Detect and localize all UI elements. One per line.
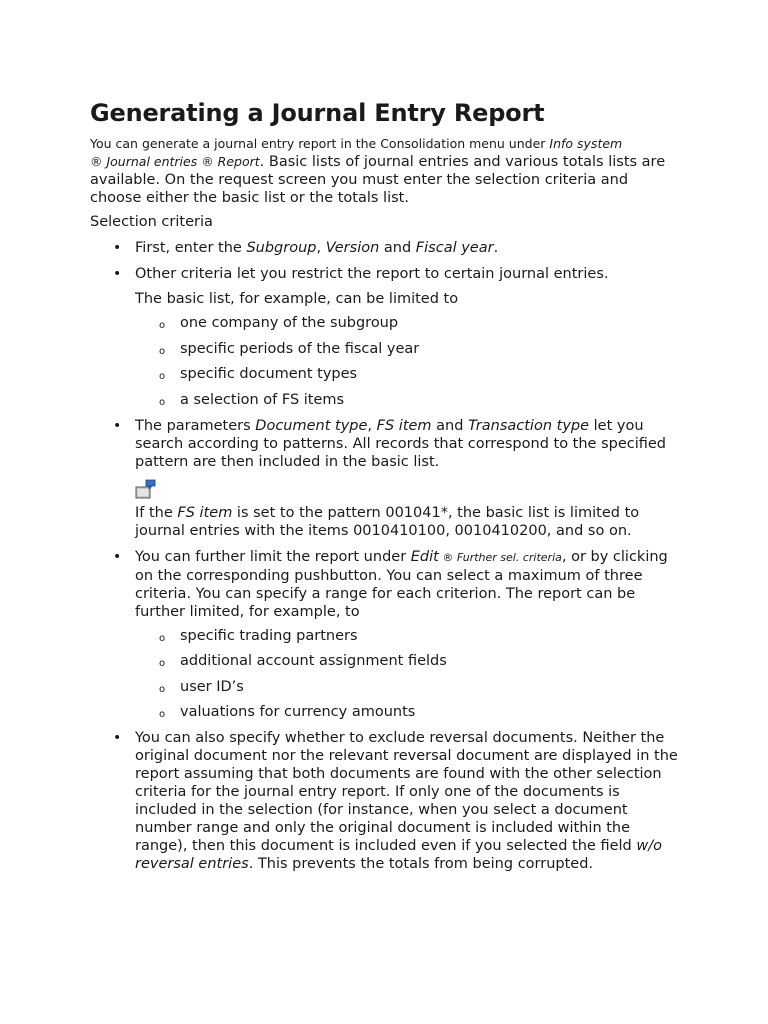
sub-list-item bbox=[135, 678, 680, 696]
bullet-marker: • bbox=[113, 266, 122, 282]
sub-bullet-marker: o bbox=[159, 683, 166, 695]
bullet-marker: • bbox=[113, 548, 122, 565]
text: . bbox=[493, 240, 499, 256]
term-transaction-type: Transaction type bbox=[468, 417, 590, 434]
bullet-marker: • bbox=[113, 730, 122, 746]
sub-bullet-marker: o bbox=[159, 709, 166, 720]
sub-bullet-marker: o bbox=[159, 320, 166, 331]
text: You can also specify whether to exclude reversal documents. Neither the original document nor the relevant reversal document are displayed in the report assuming that both documents are found with the other selection criteria for the journal entry report. If only one of the documents is included in the selection (for instance, when you select a document number range and only the original document is included within the range), then this document is included even if you selected the field bbox=[135, 730, 678, 854]
term-edit: Edit bbox=[410, 548, 439, 565]
sub-bullet-marker: o bbox=[159, 371, 166, 382]
list-item bbox=[90, 729, 680, 873]
term-fiscal-year: Fiscal year bbox=[415, 240, 494, 256]
term-document-type: Document type bbox=[255, 417, 368, 434]
sub-item-text: specific document types bbox=[180, 366, 358, 382]
text: The parameters bbox=[135, 417, 256, 434]
intro-paragraph bbox=[90, 135, 680, 207]
example-note bbox=[135, 479, 680, 540]
sub-list-item bbox=[135, 365, 680, 383]
sub-item-text: specific trading partners bbox=[180, 627, 358, 644]
term-wo-reversal-entries: w/o reversal entries bbox=[135, 838, 662, 872]
list-item bbox=[90, 417, 680, 540]
bullet-marker: • bbox=[113, 240, 122, 256]
sub-item-text: specific periods of the fiscal year bbox=[180, 340, 420, 357]
sub-intro: The basic list, for example, can be limited to bbox=[135, 291, 459, 307]
selection-criteria-label: Selection criteria bbox=[90, 214, 213, 230]
text: First, enter the bbox=[135, 240, 247, 256]
sub-list-item bbox=[135, 652, 680, 670]
sub-list bbox=[135, 627, 680, 722]
list-item bbox=[90, 548, 680, 722]
sub-bullet-marker: o bbox=[159, 658, 166, 669]
text: , bbox=[316, 240, 326, 256]
intro-rest: . Basic lists of journal entries and various totals lists are available. On the request screen you must enter the selection criteria and choose either the basic list or the totals list. bbox=[90, 154, 666, 206]
sub-bullet-marker: o bbox=[159, 345, 166, 357]
sub-bullet-marker: o bbox=[159, 396, 166, 408]
text: and bbox=[379, 240, 416, 256]
bullet-marker: • bbox=[113, 417, 122, 434]
intro-menu-path-1: Info system bbox=[549, 136, 623, 151]
sub-item-text: a selection of FS items bbox=[180, 391, 345, 408]
text: If the bbox=[135, 504, 178, 521]
sub-item-text: additional account assignment fields bbox=[180, 653, 447, 669]
text: is set to the pattern 001041*, the basic list is limited to journal entries with the items 0010410100, 0010410200, and so on. bbox=[135, 504, 640, 539]
sub-list-item bbox=[135, 627, 680, 645]
text: let you search according to patterns. All records that correspond to the specified pattern are then included in the basic list. bbox=[135, 417, 667, 470]
text: You can further limit the report under bbox=[135, 548, 411, 565]
document-page bbox=[90, 97, 680, 881]
example-note-icon bbox=[135, 479, 157, 501]
sub-list-item bbox=[135, 391, 680, 409]
text: Other criteria let you restrict the report to certain journal entries. bbox=[135, 266, 609, 282]
sub-bullet-marker: o bbox=[159, 632, 166, 644]
sub-list bbox=[135, 314, 680, 409]
sub-item-text: valuations for currency amounts bbox=[180, 704, 416, 720]
term-fs-item: FS item bbox=[177, 504, 233, 521]
sub-list-item bbox=[135, 703, 680, 721]
sub-item-text: one company of the subgroup bbox=[180, 315, 399, 331]
text: and bbox=[431, 417, 469, 434]
term-version: Version bbox=[325, 240, 380, 256]
term-fs-item: FS item bbox=[376, 417, 432, 434]
intro-line1: You can generate a journal entry report in the Consolidation menu under bbox=[90, 136, 550, 151]
sub-item-text: user ID’s bbox=[180, 678, 244, 695]
term-subgroup: Subgroup bbox=[246, 240, 317, 256]
page-title: Generating a Journal Entry Report bbox=[90, 99, 545, 127]
menu-path-further-sel: ® Further sel. criteria bbox=[438, 550, 562, 564]
text: , bbox=[367, 417, 377, 434]
text: . This prevents the totals from being corrupted. bbox=[248, 856, 594, 872]
intro-menu-path-2: ® Journal entries ® Report bbox=[90, 154, 260, 169]
list-item bbox=[90, 239, 680, 257]
criteria-list bbox=[90, 239, 680, 873]
sub-list-item bbox=[135, 340, 680, 358]
list-item bbox=[90, 265, 680, 409]
sub-list-item bbox=[135, 314, 680, 332]
text: , or by clicking on the corresponding pushbutton. You can select a maximum of three criteria. You can specify a range for each criterion. The report can be further limited, for example, to bbox=[135, 548, 668, 620]
